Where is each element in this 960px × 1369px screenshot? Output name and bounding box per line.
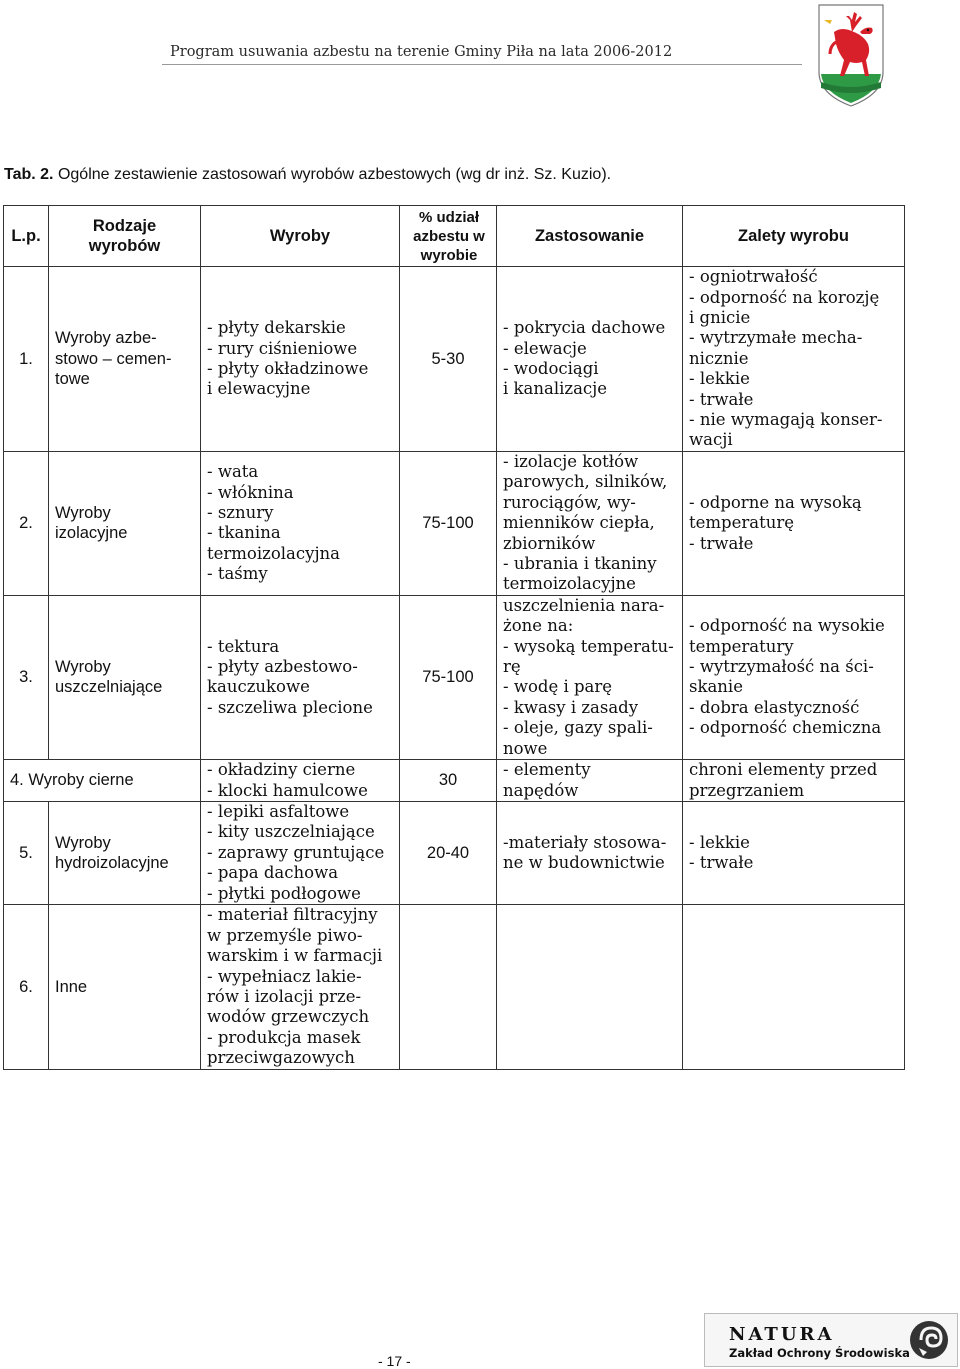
row-3-lp: 3. xyxy=(4,595,49,759)
header-rodzaje: Rodzaje wyrobów xyxy=(49,206,201,267)
table-row xyxy=(4,760,905,802)
row-6-zastosowanie xyxy=(497,904,683,1069)
natura-logo xyxy=(704,1313,958,1367)
table-row xyxy=(4,595,905,759)
row-1-udzial: 5-30 xyxy=(400,267,497,452)
row-1-rodzaj: Wyroby azbe- stowo – cemen- towe xyxy=(49,267,201,452)
row-1-lp: 1. xyxy=(4,267,49,452)
row-3-zalety: - odporność na wysokie temperatury - wytrzymałość na ści- skanie - dobra elastyczność - odporność chemiczna xyxy=(683,595,905,759)
logo-subtitle: Zakład Ochrony Środowiska xyxy=(729,1346,910,1360)
row-5-udzial: 20-40 xyxy=(400,801,497,904)
row-4-zastosowanie: - elementy napędów xyxy=(497,760,683,802)
row-3-rodzaj: Wyroby uszczelniające xyxy=(49,595,201,759)
row-4-wyroby: - okładziny cierne - klocki hamulcowe xyxy=(201,760,400,802)
row-2-udzial: 75-100 xyxy=(400,452,497,596)
row-3-zastosowanie: uszczelnienia nara- żone na: - wysoką temperatu- rę - wodę i parę - kwasy i zasady - oleje, gazy spali- nowe xyxy=(497,595,683,759)
header-lp: L.p. xyxy=(4,206,49,267)
row-6-rodzaj: Inne xyxy=(49,904,201,1069)
row-2-lp: 2. xyxy=(4,452,49,596)
row-5-lp: 5. xyxy=(4,801,49,904)
row-5-zastosowanie: -materiały stosowa- ne w budownictwie xyxy=(497,801,683,904)
logo-name: NATURA xyxy=(729,1324,835,1345)
row-2-zastosowanie: - izolacje kotłów parowych, silników, rurociągów, wy- mienników ciepła, zbiorników - ubrania i tkaniny termoizolacyjne xyxy=(497,452,683,596)
row-5-zalety: - lekkie - trwałe xyxy=(683,801,905,904)
ram-head-icon xyxy=(907,1318,951,1362)
row-6-zalety xyxy=(683,904,905,1069)
row-5-wyroby: - lepiki asfaltowe - kity uszczelniające - zaprawy gruntujące - papa dachowa - płytki podłogowe xyxy=(201,801,400,904)
row-5-rodzaj: Wyroby hydroizolacyjne xyxy=(49,801,201,904)
header-title: Program usuwania azbestu na terenie Gminy Piła na lata 2006-2012 xyxy=(170,44,673,60)
page-number: - 17 - xyxy=(378,1353,411,1369)
row-6-wyroby: - materiał filtracyjny w przemyśle piwo- warskim i w farmacji - wypełniacz lakie- rów i izolacji prze- wodów grzewczych - produkcja masek przeciwgazowych xyxy=(201,904,400,1069)
row-1-zastosowanie: - pokrycia dachowe - elewacje - wodociągi i kanalizacje xyxy=(497,267,683,452)
row-6-lp: 6. xyxy=(4,904,49,1069)
coat-of-arms-icon xyxy=(816,2,886,108)
header-udzial: % udział azbestu w wyrobie xyxy=(400,206,497,267)
row-4-udzial: 30 xyxy=(400,760,497,802)
table-row xyxy=(4,801,905,904)
header-zalety: Zalety wyrobu xyxy=(683,206,905,267)
table-caption-label: Tab. 2. xyxy=(4,166,54,183)
header-rule xyxy=(162,64,802,65)
row-3-wyroby: - tektura - płyty azbestowo- kauczukowe - szczeliwa plecione xyxy=(201,595,400,759)
row-4-lp-rodzaj: 4. Wyroby cierne xyxy=(4,760,201,802)
header-zastosowanie: Zastosowanie xyxy=(497,206,683,267)
asbestos-products-table xyxy=(3,205,905,1070)
table-row xyxy=(4,452,905,596)
row-1-wyroby: - płyty dekarskie - rury ciśnieniowe - płyty okładzinowe i elewacyjne xyxy=(201,267,400,452)
row-6-udzial xyxy=(400,904,497,1069)
table-header-row xyxy=(4,206,905,267)
row-2-rodzaj: Wyroby izolacyjne xyxy=(49,452,201,596)
table-row xyxy=(4,904,905,1069)
table-caption-text: Ogólne zestawienie zastosowań wyrobów azbestowych (wg dr inż. Sz. Kuzio). xyxy=(53,166,612,183)
table-caption xyxy=(4,166,611,184)
row-2-zalety: - odporne na wysoką temperaturę - trwałe xyxy=(683,452,905,596)
header-wyroby: Wyroby xyxy=(201,206,400,267)
row-1-zalety: - ogniotrwałość - odporność na korozję i gnicie - wytrzymałe mecha- nicznie - lekkie - trwałe - nie wymagają konser- wacji xyxy=(683,267,905,452)
row-2-wyroby: - wata - włóknina - sznury - tkanina termoizolacyjna - taśmy xyxy=(201,452,400,596)
row-3-udzial: 75-100 xyxy=(400,595,497,759)
table-row xyxy=(4,267,905,452)
row-4-zalety: chroni elementy przed przegrzaniem xyxy=(683,760,905,802)
